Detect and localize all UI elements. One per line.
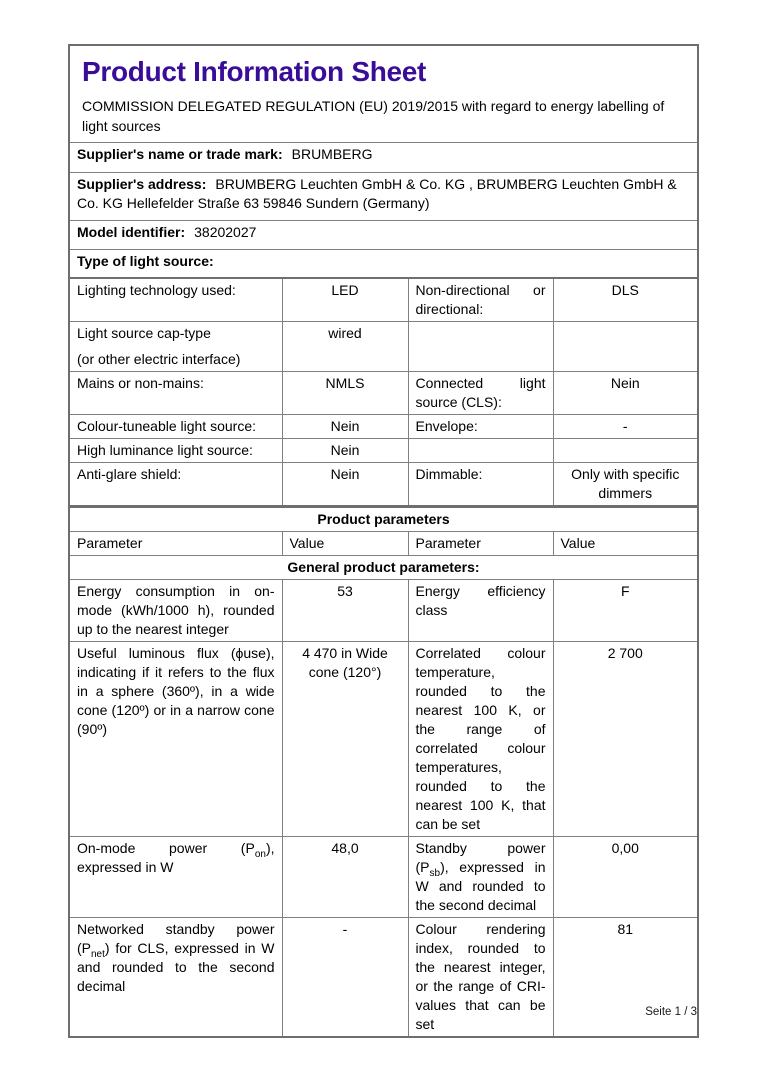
value-cell — [553, 321, 698, 371]
table-row — [69, 641, 698, 836]
table-row — [69, 414, 698, 438]
param-text: On-mode power (P — [77, 839, 255, 856]
product-information-table — [68, 44, 699, 1038]
product-parameters-header: Product parameters — [69, 506, 698, 531]
supplier-address-label: Supplier's address: — [77, 176, 207, 192]
param-cell: Anti-glare shield: — [69, 462, 282, 506]
param-cell: Correlated colour temperature, rounded to the nearest 100 K, or the range of correlated colour temperatures, rounded to the nearest 100 K, that can be set — [408, 641, 553, 836]
model-identifier-row — [69, 221, 698, 250]
param-cell: Energy consumption in on-mode (kWh/1000 h), rounded up to the nearest integer — [69, 579, 282, 641]
subscript: sb — [429, 867, 441, 879]
param-line-2: (or other electric interface) — [77, 350, 241, 367]
supplier-address-row — [69, 173, 698, 221]
general-parameters-header-row — [69, 555, 698, 579]
value-cell: 81 — [553, 917, 698, 1037]
value-cell: 0,00 — [553, 836, 698, 917]
param-cell: Colour rendering index, rounded to the nearest integer, or the range of CRI-values that can be set — [408, 917, 553, 1037]
value-cell: Nein — [282, 414, 408, 438]
type-of-light-source-label: Type of light source: — [77, 253, 214, 269]
value-cell: 2 700 — [553, 641, 698, 836]
param-cell — [69, 321, 282, 371]
value-cell: 53 — [282, 579, 408, 641]
param-cell — [408, 438, 553, 462]
table-row — [69, 321, 698, 371]
table-row — [69, 917, 698, 1037]
page-number: Seite 1 / 3 — [645, 1006, 697, 1018]
model-identifier-label: Model identifier: — [77, 224, 186, 240]
title-row — [69, 45, 698, 143]
type-of-light-source-cell — [69, 250, 698, 278]
type-of-light-source-row — [69, 250, 698, 278]
supplier-name-cell — [69, 143, 698, 173]
value-cell: - — [282, 917, 408, 1037]
value-cell: DLS — [553, 278, 698, 322]
table-row — [69, 278, 698, 322]
supplier-name-row — [69, 143, 698, 173]
param-text: ), expressed in W and rounded to the second decimal — [415, 858, 546, 913]
param-line-1: Light source cap-type — [77, 324, 211, 341]
regulation-text: COMMISSION DELEGATED REGULATION (EU) 2019/2015 with regard to energy labelling of light sources — [82, 98, 665, 134]
value-cell: LED — [282, 278, 408, 322]
table-row — [69, 579, 698, 641]
param-cell: Non-directional or directional: — [408, 278, 553, 322]
column-header-value: Value — [282, 531, 408, 555]
supplier-address-cell — [69, 173, 698, 221]
param-cell — [408, 836, 553, 917]
value-cell: 4 470 in Wide cone (120°) — [282, 641, 408, 836]
param-cell: Connected light source (CLS): — [408, 371, 553, 414]
value-cell: NMLS — [282, 371, 408, 414]
param-text: Standby power (P — [415, 839, 546, 875]
param-text: ) for CLS, expressed in W and rounded to the second decimal — [77, 939, 275, 994]
column-header-parameter: Parameter — [408, 531, 553, 555]
param-cell: Colour-tuneable light source: — [69, 414, 282, 438]
table-row — [69, 462, 698, 506]
subscript: on — [254, 848, 266, 860]
value-cell — [553, 438, 698, 462]
value-cell: Nein — [282, 438, 408, 462]
value-cell: 48,0 — [282, 836, 408, 917]
column-header-value: Value — [553, 531, 698, 555]
param-text: Networked standby power (P — [77, 920, 275, 956]
page-title: Product Information Sheet — [82, 56, 427, 87]
value-cell: Nein — [282, 462, 408, 506]
param-cell: Dimmable: — [408, 462, 553, 506]
param-cell: High luminance light source: — [69, 438, 282, 462]
value-cell: Nein — [553, 371, 698, 414]
title-cell — [69, 45, 698, 143]
param-cell: Energy efficiency class — [408, 579, 553, 641]
value-cell: wired — [282, 321, 408, 371]
product-parameters-header-row — [69, 506, 698, 531]
param-cell — [69, 836, 282, 917]
param-text: ), expressed in W — [77, 839, 275, 875]
table-row — [69, 438, 698, 462]
supplier-address-value: BRUMBERG Leuchten GmbH & Co. KG , BRUMBERG Leuchten GmbH & Co. KG Hellefelder Straße 63 59846 Sundern (Germany) — [77, 176, 677, 211]
value-cell: F — [553, 579, 698, 641]
model-identifier-value: 38202027 — [194, 224, 257, 240]
param-cell — [69, 917, 282, 1037]
param-cell: Lighting technology used: — [69, 278, 282, 322]
table-row — [69, 371, 698, 414]
param-cell: Useful luminous flux (ϕuse), indicating if it refers to the flux in a sphere (360º), in a wide cone (120º) or in a narrow cone (90º) — [69, 641, 282, 836]
supplier-name-label: Supplier's name or trade mark: — [77, 146, 283, 162]
column-header-row — [69, 531, 698, 555]
param-cell: Envelope: — [408, 414, 553, 438]
general-parameters-header: General product parameters: — [69, 555, 698, 579]
subscript: net — [91, 948, 105, 960]
table-row — [69, 836, 698, 917]
value-cell: Only with specific dimmers — [553, 462, 698, 506]
param-cell: Mains or non-mains: — [69, 371, 282, 414]
value-cell: - — [553, 414, 698, 438]
model-identifier-cell — [69, 221, 698, 250]
param-cell — [408, 321, 553, 371]
supplier-name-value: BRUMBERG — [291, 146, 373, 162]
column-header-parameter: Parameter — [69, 531, 282, 555]
